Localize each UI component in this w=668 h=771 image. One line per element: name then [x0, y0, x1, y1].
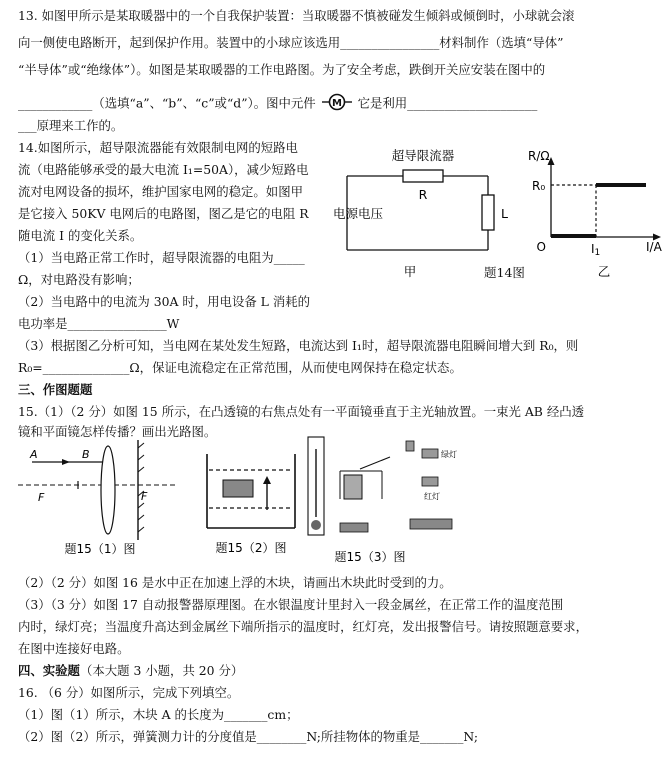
q13-line-4 — [18, 93, 537, 115]
ray-b-label: B — [82, 448, 90, 461]
q14-line-3: 流对电网设备的损坏，维护国家电网的稳定。如图甲 — [18, 184, 303, 199]
q16-line-3: （2）图（2）所示，弹簧测力计的分度值是________N;所挂物体的物重是_______N; — [18, 729, 479, 744]
q13-line-4b: 它是利用_____________________ — [357, 95, 538, 111]
battery-2 — [410, 519, 452, 529]
section-4-title: 四、实验题 — [18, 663, 80, 678]
focus-left-label: F — [38, 491, 45, 504]
motor-symbol: M — [331, 98, 342, 109]
graph-ylabel: R/Ω — [528, 149, 550, 163]
q14-part-1b: Ω，对电路没有影响； — [18, 272, 140, 287]
green-lamp — [422, 449, 438, 458]
q13-line-1: 13. 如图甲所示是某取暖器中的一个自我保护装置：当取暖器不慎被碰发生倾斜或倾倒时，小球就会滚 — [18, 8, 575, 23]
limiter-label: 超导限流器 — [391, 148, 455, 163]
resistor-r — [403, 170, 443, 182]
q15-part-2: （2）（2 分）如图 16 是水中正在加速上浮的木块，请画出木块此时受到的力。 — [18, 575, 452, 590]
graph-xlabel: I/A — [646, 240, 662, 254]
q15-fig3-caption: 题15（3）图 — [334, 550, 406, 564]
q15-part-3c: 在图中连接好电路。 — [18, 641, 130, 656]
load-l-label: L — [501, 206, 508, 221]
q15-fig1-lens — [18, 440, 178, 555]
q15-fig2-water — [195, 452, 315, 557]
graph-r0-label: R₀ — [532, 179, 546, 193]
q15-fig1-caption: 题15（1）图 — [64, 542, 136, 555]
source-label: 电源电压 — [333, 206, 384, 221]
wooden-block — [223, 480, 253, 497]
focus-right-label: F — [141, 490, 148, 503]
convex-lens — [101, 446, 115, 534]
graph-origin: O — [536, 240, 546, 254]
graph-i1-label: I1 — [591, 242, 601, 258]
section-4-note: （本大题 3 小题，共 20 分） — [79, 663, 244, 678]
q14-part-3a: （3）根据图乙分析可知，当电网在某处发生短路，电流达到 I₁时，超导限流器电阻瞬间增大到 R₀，则 — [18, 338, 579, 353]
section-3-heading: 三、作图题题 — [18, 382, 93, 397]
red-lamp-label: 红灯 — [424, 492, 440, 501]
q13-line-3: “半导体”或“绝缘体”）。如图是某取暖器的工作电路图。为了安全考虑，跌倒开关应安装在图中的 — [18, 62, 546, 77]
q14-line-4: 是它接入 50KV 电网后的电路图，图乙是它的电阻 R — [18, 206, 309, 221]
battery-1 — [340, 523, 368, 532]
q14-part-2b: 电功率是________________W — [18, 316, 180, 331]
ray-a-label: A — [30, 448, 38, 461]
red-lamp — [422, 477, 438, 486]
resistor-r-label: R — [418, 187, 428, 202]
q13-line-4a: ____________（选填“a”、“b”、“c”或“d”）。图中元件 — [18, 95, 316, 111]
q15-part-3b: 内时，绿灯亮；当温度升高达到金属丝下端所指示的温度时，红灯亮，发出报警信号。请按照题意要求， — [18, 619, 588, 634]
q16-line-2: （1）图（1）所示，木块 A 的长度为_______cm； — [18, 707, 299, 722]
q15-line-2: 镜和平面镜怎样传播？画出光路图。 — [18, 424, 217, 439]
q14-figure-caption: 题14图 — [484, 265, 525, 280]
green-lamp-label: 绿灯 — [441, 450, 457, 459]
q14-part-1a: （1）当电路正常工作时，超导限流器的电阻为_____ — [18, 250, 305, 265]
motor-icon — [322, 93, 352, 115]
electromagnet — [344, 475, 362, 499]
q14-graph-figure — [520, 140, 668, 285]
q14-line-2: 流（电路能够承受的最大电流 I₁=50A），减少短路电 — [18, 162, 309, 177]
q14-circuit-figure — [325, 140, 515, 285]
graph-caption: 乙 — [597, 264, 611, 279]
q14-part-3b: R₀=______________Ω，保证电流稳定在正常范围，从而使电网保持在稳定状态。 — [18, 360, 462, 375]
q15-line-1: 15.（1）（2 分）如图 15 所示，在凸透镜的右焦点处有一平面镜垂直于主光轴放置。一束光 AB 经凸透 — [18, 404, 585, 419]
q14-line-1: 14.如图所示，超导限流器能有效限制电网的短路电 — [18, 140, 298, 155]
q15-fig3-alarm — [300, 435, 470, 567]
q14-line-5: 随电流 I 的变化关系。 — [18, 228, 143, 243]
q16-line-1: 16. （6 分）如图所示，完成下列填空。 — [18, 685, 240, 700]
load-l — [482, 195, 494, 230]
q15-fig2-caption: 题15（2）图 — [215, 541, 287, 555]
circuit-caption: 甲 — [403, 264, 417, 279]
section-4-heading — [18, 663, 243, 679]
q13-line-2: 向一侧使电路断开，起到保护作用。装置中的小球应该选用________________材料制作（选填“导体” — [18, 35, 564, 50]
q13-line-5: ___原理来工作的。 — [18, 118, 124, 133]
q14-part-2a: （2）当电路中的电流为 30A 时，用电设备 L 消耗的 — [18, 294, 311, 309]
q15-part-3a: （3）（3 分）如图 17 自动报警器原理图。在水银温度计里封入一段金属丝，在正常工作的温度范围 — [18, 597, 564, 612]
